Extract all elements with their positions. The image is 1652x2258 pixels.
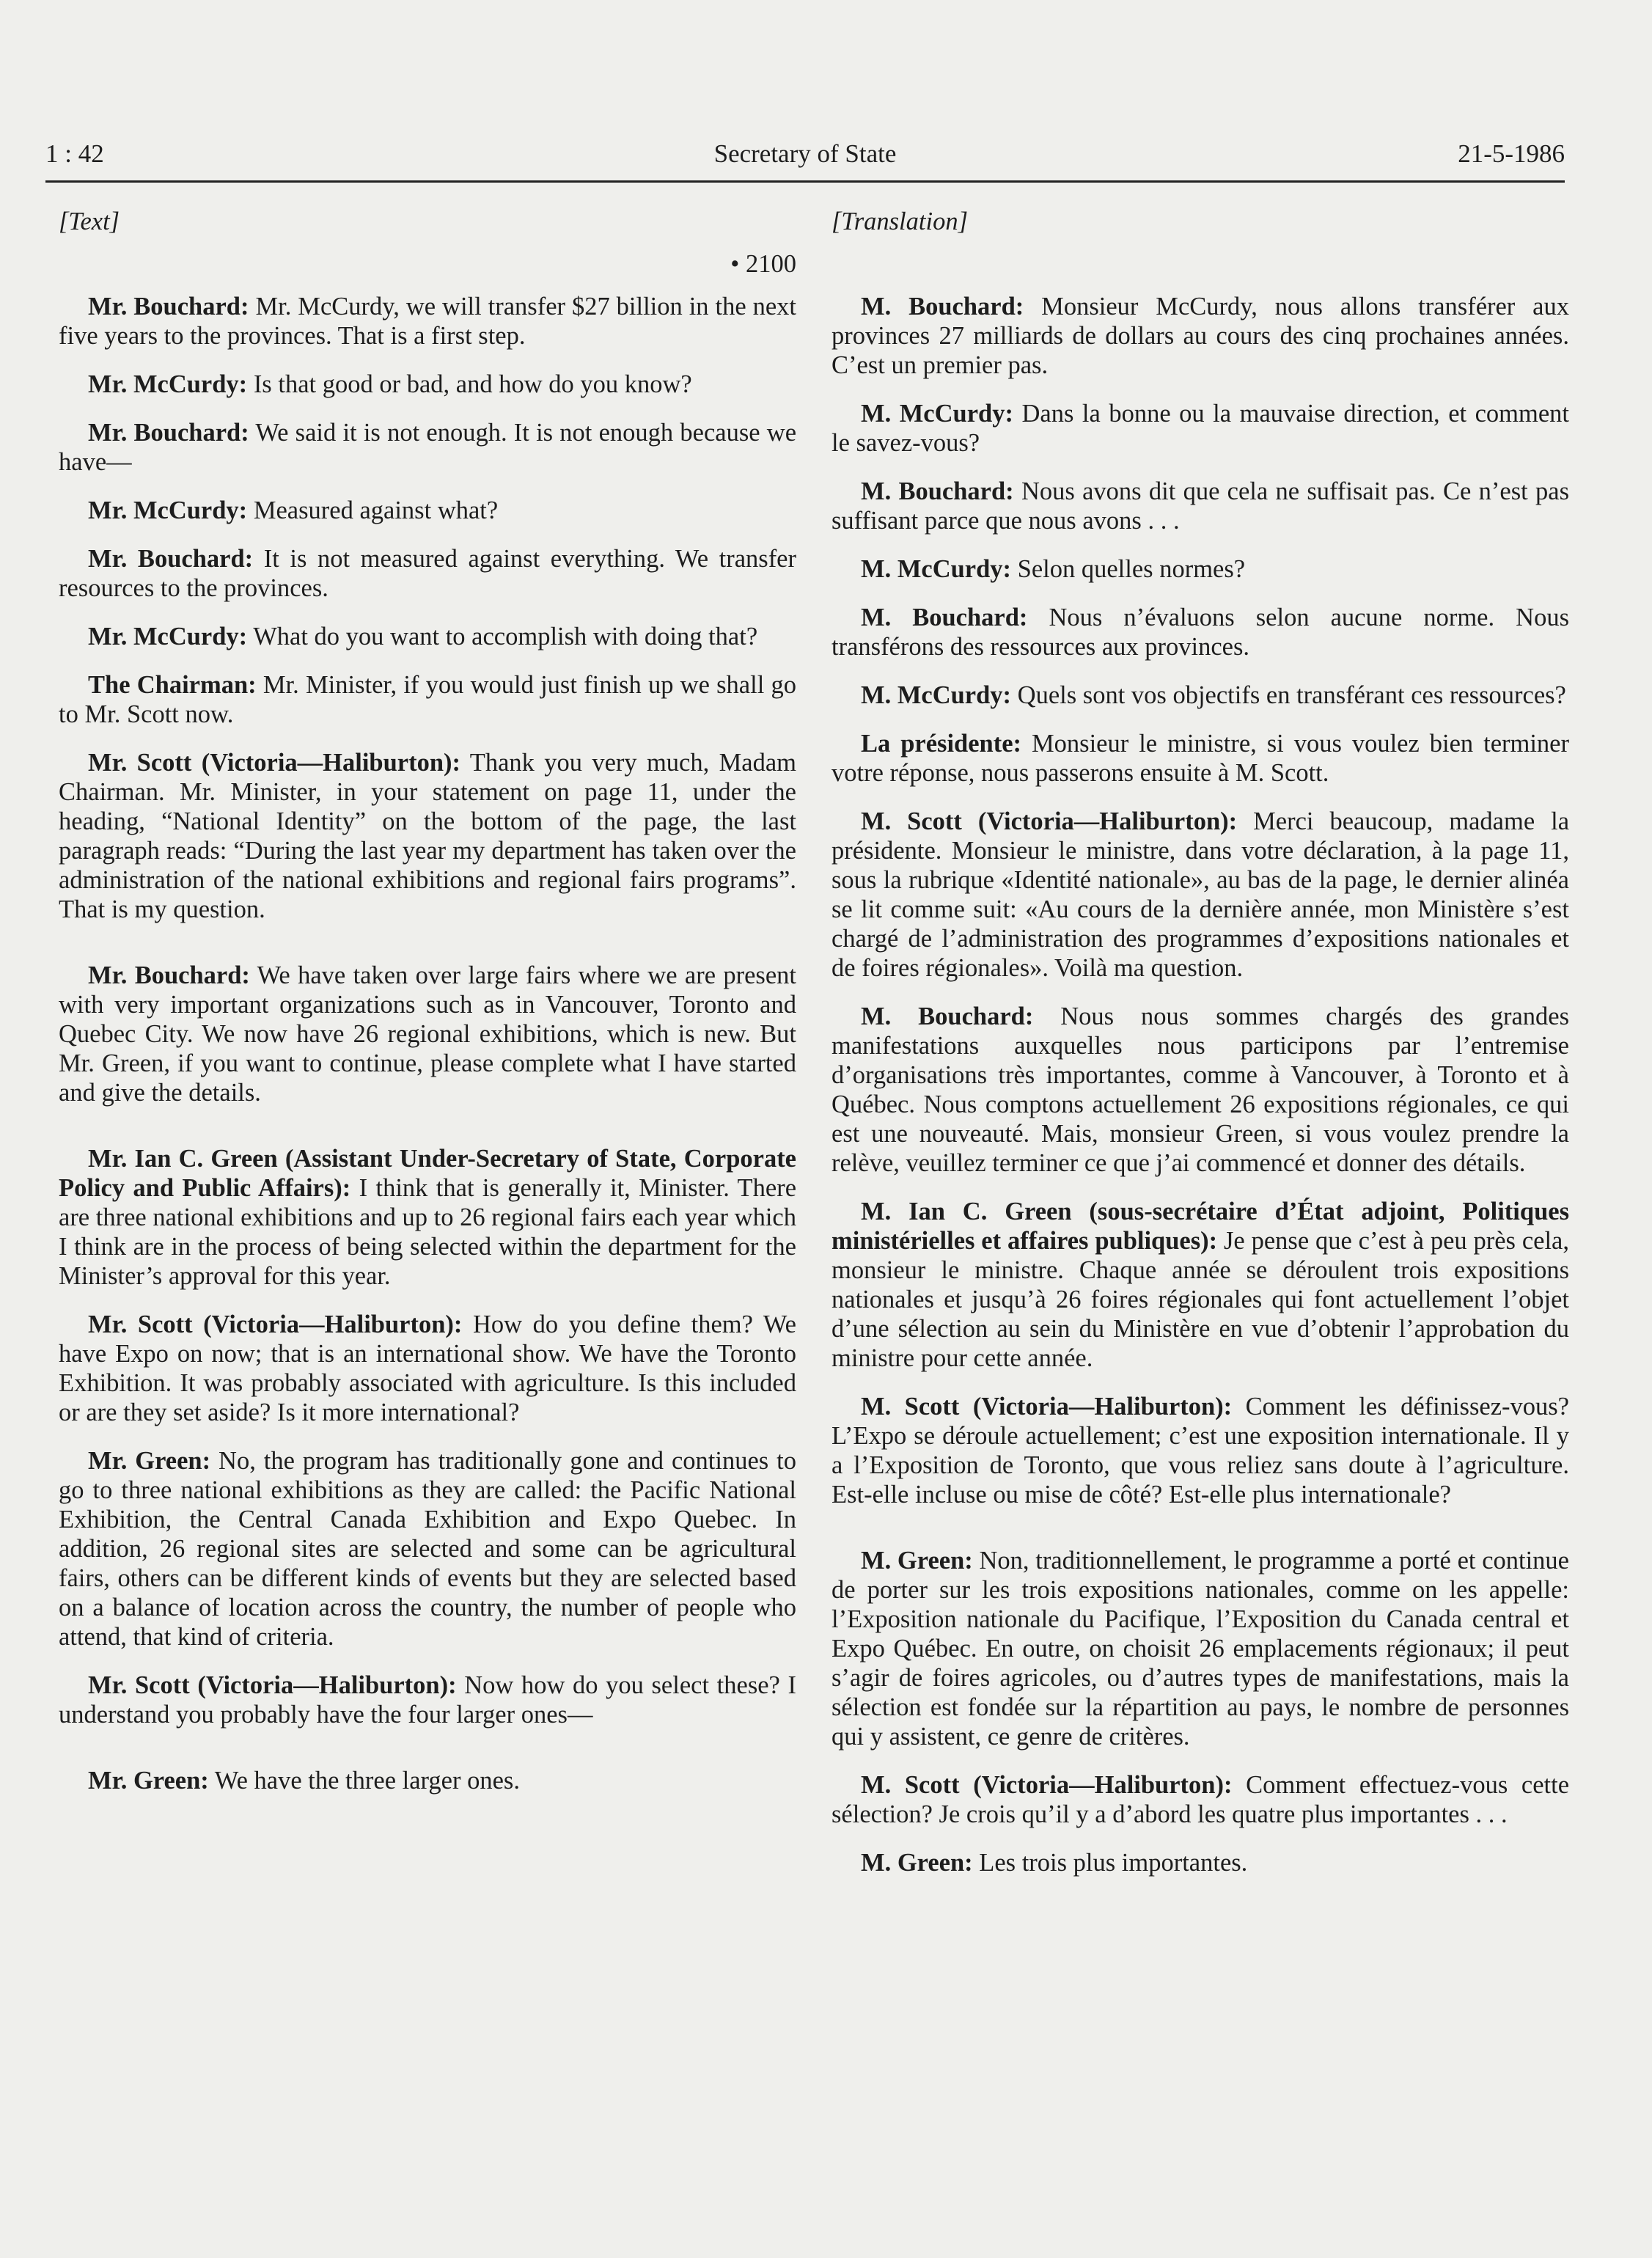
speech-text: I think that is generally it, Minister. There are three national exhibitions and up to 26 regional fairs each year which I think are in the process of being selected within the department for the Minister’s approval for this year. [59,1174,797,1290]
speech-text: Nous n’évaluons selon aucune norme. Nous transférons des ressources aux provinces. [831,604,1569,661]
text-label: [Text] [59,208,120,235]
speech-paragraph [59,292,796,351]
speech-text: How do you define them? We have Expo on now; that is an international show. We have the Toronto Exhibition. It was probably associated with agriculture. Is this included or are they set aside? Is it more international? [59,1311,796,1426]
speech-text: We have taken over large fairs where we are present with very important organizations such as in Vancouver, Toronto and Quebec City. We now have 26 regional exhibitions, which is new. But Mr. Green, if you want to continue, please complete what I have started and give the details. [59,961,796,1107]
right-column-french [831,207,1569,1896]
speech-text: Comment les définissez-vous? L’Expo se déroule actuellement; c’est une exposition internationale. Il y a l’Exposition de Toronto, que vous reliez sans doute à l’agriculture. Est-elle incluse ou mise de côté? Est-elle plus internationale? [831,1393,1569,1509]
speech-paragraph [831,729,1569,788]
speaker-name: Mr. Scott (Victoria—Haliburton): [88,749,461,777]
page-header [45,139,1565,183]
speech-paragraph [831,1546,1569,1751]
speech-paragraph [59,1671,796,1729]
speaker-name: M. McCurdy: [861,681,1012,709]
speaker-name: Mr. Scott (Victoria—Haliburton): [88,1311,463,1338]
speech-text: Comment effectuez-vous cette sélection? Je crois qu’il y a d’abord les quatre plus importantes . . . [831,1771,1570,1828]
speech-text: It is not measured against everything. We transfer resources to the provinces. [59,545,796,602]
speech-text: Les trois plus importantes. [972,1849,1248,1877]
speaker-name: M. McCurdy: [861,555,1012,583]
speech-text: Nous nous sommes chargés des grandes manifestations auxquelles nous participons par l’entremise d’organisations très importantes, comme à Vancouver, à Toronto et à Québec. Nous comptons actuellement 26 expositions régionales, ce qui est une nouveauté. Mais, monsieur Green, si vous voulez prendre la relève, veuillez terminer ce que j’ai commencé et donner des détails. [831,1002,1569,1177]
speech-text: Is that good or bad, and how do you know? [247,370,692,398]
speech-paragraph [59,544,796,603]
speaker-name: M. Scott (Victoria—Haliburton): [861,807,1238,835]
speaker-name: Mr. Green: [88,1447,211,1475]
speech-paragraph [59,1144,796,1291]
translation-label: [Translation] [831,208,968,235]
speech-text: Mr. McCurdy, we will transfer $27 billion in the next five years to the provinces. That is a first step. [59,293,796,350]
speech-text: Measured against what? [247,496,499,524]
speech-paragraph [831,1848,1569,1877]
page-date: 21-5-1986 [1458,139,1565,168]
speech-paragraph [59,961,796,1107]
speech-text: What do you want to accomplish with doing that? [247,623,758,650]
speech-paragraph [831,1770,1569,1829]
speaker-name: M. Green: [861,1849,973,1877]
speaker-name: M. Scott (Victoria—Haliburton): [861,1771,1233,1799]
speech-paragraph [831,1392,1569,1509]
speaker-name: The Chairman: [88,671,257,699]
speech-paragraph [59,622,796,651]
speech-text: Selon quelles normes? [1011,555,1246,583]
speaker-name: M. Bouchard: [861,1002,1034,1030]
speaker-name: Mr. McCurdy: [88,496,248,524]
speech-paragraph [59,1766,796,1795]
speech-text: Je pense que c’est à peu près cela, monsieur le ministre. Chaque année se déroulent trois expositions nationales et jusqu’à 26 foires régionales qui font actuellement l’objet d’une sélection au sein du Ministère en vue d’obtenir l’approbation du ministre pour cette année. [831,1227,1569,1372]
page-title: Secretary of State [713,139,897,168]
time-marker: • 2100 [730,250,796,278]
speaker-name: M. Green: [861,1547,973,1575]
speech-text: Monsieur le ministre, si vous voulez bien terminer votre réponse, nous passerons ensuite à M. Scott. [831,730,1569,787]
speech-paragraph [831,1002,1569,1178]
speech-paragraph [831,807,1569,983]
speaker-name: M. Bouchard: [861,293,1024,320]
speech-paragraph [831,681,1569,710]
speaker-name: M. Bouchard: [861,477,1014,505]
speech-paragraph [831,292,1569,380]
speaker-name: Mr. Bouchard: [88,545,254,573]
speech-paragraph [59,670,796,729]
speech-paragraph [59,370,796,399]
speech-text: Now how do you select these? I understand you probably have the four larger ones— [59,1671,796,1729]
speech-paragraph [59,1310,796,1427]
speaker-name: La présidente: [861,730,1022,758]
speech-paragraph [831,603,1569,661]
speaker-name: Mr. Bouchard: [88,961,250,989]
speech-text: We said it is not enough. It is not enough because we have— [59,419,797,476]
speech-text: Non, traditionnellement, le programme a porté et continue de porter sur les trois expositions nationales, comme on les appelle: l’Exposition nationale du Pacifique, l’Exposition du Canada central et Expo Québec. En outre, on choisit 26 emplacements régionaux; il peut s’agir de foires agricoles, ou d’autres types de manifestations, mais la sélection est fondée sur la répartition au pays, le nombre de personnes qui y assistent, ce genre de critères. [831,1547,1569,1751]
speaker-name: Mr. McCurdy: [88,623,248,650]
speech-paragraph [59,748,796,924]
speech-text: No, the program has traditionally gone and continues to go to three national exhibitions as they are called: the Pacific National Exhibition, the Central Canada Exhibition and Expo Quebec. In addition, 26 regional sites are selected and some can be agricultural fairs, others can be different kinds of events but they are selected based on a balance of location across the country, the number of people who attend, that kind of criteria. [59,1447,796,1651]
speech-paragraph [831,477,1569,535]
speech-paragraph [59,1446,796,1652]
speech-paragraph [831,1197,1569,1373]
speaker-name: Mr. Bouchard: [88,419,249,447]
page-number: 1 : 42 [45,139,104,168]
speech-text: Merci beaucoup, madame la présidente. Monsieur le ministre, dans votre déclaration, à la page 11, sous la rubrique «Identité nationale», au bas de la page, le dernier alinéa se lit comme suit: «Au cours de la dernière année, mon Ministère s’est chargé de l’administration des programmes d’expositions nationales et de foires régionales». Voilà ma question. [831,807,1570,982]
speaker-name: Mr. Scott (Victoria—Haliburton): [88,1671,457,1699]
time-marker-spacer [831,249,1569,279]
speaker-name: Mr. Ian C. Green (Assistant Under-Secretary of State, Corporate Policy and Public Affairs): [59,1145,796,1202]
speaker-name: Mr. McCurdy: [88,370,248,398]
speech-text: Dans la bonne ou la mauvaise direction, et comment le savez-vous? [831,400,1569,457]
speaker-name: M. Ian C. Green (sous-secrétaire d’État adjoint, Politiques ministérielles et affaires publiques): [831,1198,1569,1255]
speaker-name: M. Scott (Victoria—Haliburton): [861,1393,1233,1421]
speech-text: We have the three larger ones. [208,1767,520,1795]
speech-text: Monsieur McCurdy, nous allons transférer aux provinces 27 milliards de dollars au cours des cinq prochaines années. C’est un premier pas. [831,293,1569,379]
speaker-name: M. Bouchard: [861,604,1028,631]
speaker-name: Mr. Green: [88,1767,209,1795]
speech-text: Nous avons dit que cela ne suffisait pas. Ce n’est pas suffisant parce que nous avons . . . [831,477,1570,535]
speech-paragraph [831,554,1569,584]
left-column-english [59,207,796,1814]
speech-paragraph [59,496,796,525]
speech-text: Mr. Minister, if you would just finish up we shall go to Mr. Scott now. [59,671,796,728]
speech-text: Quels sont vos objectifs en transférant ces ressources? [1011,681,1566,709]
speech-paragraph [59,418,796,477]
speaker-name: M. McCurdy: [861,400,1013,428]
speech-text: Thank you very much, Madam Chairman. Mr. Minister, in your statement on page 11, under the heading, “National Identity” on the bottom of the page, the last paragraph reads: “During the last year my department has taken over the administration of the national exhibitions and regional fairs programs”. That is my question. [59,749,796,923]
speech-paragraph [831,399,1569,458]
speaker-name: Mr. Bouchard: [88,293,249,320]
